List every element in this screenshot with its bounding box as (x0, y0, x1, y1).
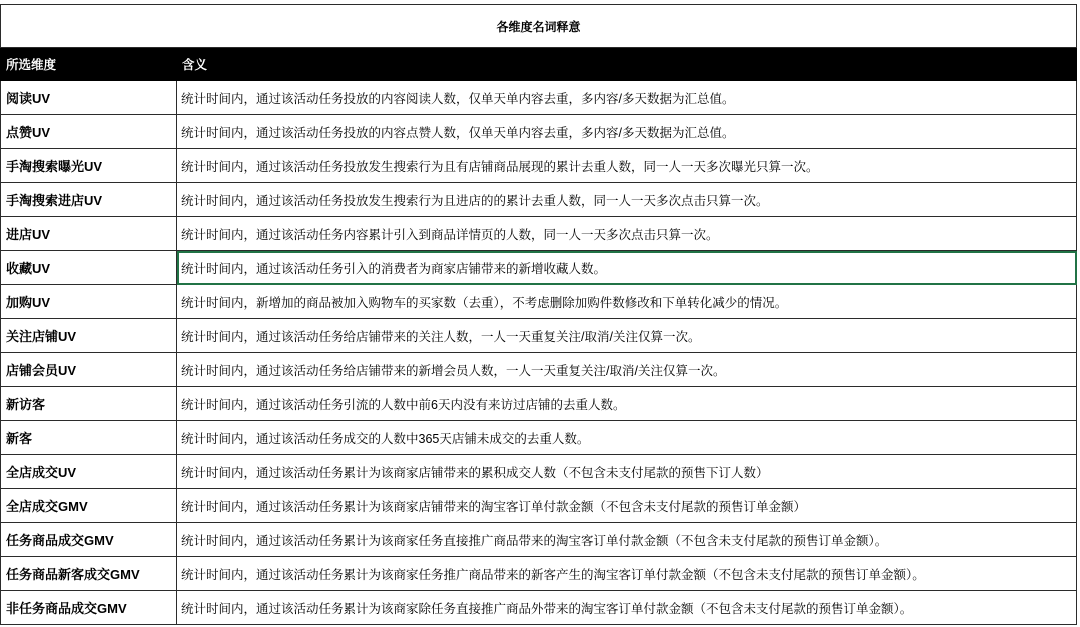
spreadsheet-grid (0, 4, 1076, 625)
dimension-cell[interactable]: 全店成交GMV (1, 489, 177, 523)
table-header-row (1, 48, 1077, 81)
dimension-cell[interactable]: 新访客 (1, 387, 177, 421)
meaning-cell[interactable]: 统计时间内，通过该活动任务累计为该商家除任务直接推广商品外带来的淘宝客订单付款金额（不包含未支付尾款的预售订单金额）。 (177, 591, 1077, 625)
dimension-cell[interactable]: 任务商品新客成交GMV (1, 557, 177, 591)
table-row (1, 149, 1077, 183)
header-cell-dimension[interactable]: 所选维度 (1, 48, 177, 81)
table-row (1, 455, 1077, 489)
table-row (1, 319, 1077, 353)
meaning-cell[interactable]: 统计时间内，通过该活动任务给店铺带来的新增会员人数，一人一天重复关注/取消/关注仅算一次。 (177, 353, 1077, 387)
dimension-cell[interactable]: 新客 (1, 421, 177, 455)
meaning-cell[interactable]: 统计时间内，新增加的商品被加入购物车的买家数（去重），不考虑删除加购件数修改和下单转化减少的情况。 (177, 285, 1077, 319)
table-row (1, 421, 1077, 455)
selected-meaning-cell[interactable]: 统计时间内，通过该活动任务引入的消费者为商家店铺带来的新增收藏人数。 (177, 251, 1077, 285)
meaning-cell[interactable]: 统计时间内，通过该活动任务投放发生搜索行为且有店铺商品展现的累计去重人数，同一人一天多次曝光只算一次。 (177, 149, 1077, 183)
dimension-cell[interactable]: 任务商品成交GMV (1, 523, 177, 557)
meaning-cell[interactable]: 统计时间内，通过该活动任务累计为该商家店铺带来的淘宝客订单付款金额（不包含未支付尾款的预售订单金额） (177, 489, 1077, 523)
table-row (1, 523, 1077, 557)
meaning-cell[interactable]: 统计时间内，通过该活动任务累计为该商家任务推广商品带来的新客产生的淘宝客订单付款金额（不包含未支付尾款的预售订单金额）。 (177, 557, 1077, 591)
header-cell-meaning[interactable]: 含义 (177, 48, 1077, 81)
dimension-cell[interactable]: 非任务商品成交GMV (1, 591, 177, 625)
dimension-cell[interactable]: 点赞UV (1, 115, 177, 149)
table-row (1, 251, 1077, 285)
table-row (1, 183, 1077, 217)
table-row (1, 115, 1077, 149)
table-row (1, 81, 1077, 115)
meaning-cell[interactable]: 统计时间内，通过该活动任务累计为该商家任务直接推广商品带来的淘宝客订单付款金额（不包含未支付尾款的预售订单金额）。 (177, 523, 1077, 557)
table-title-cell[interactable]: 各维度名词释意 (1, 5, 1077, 48)
meaning-cell[interactable]: 统计时间内，通过该活动任务投放发生搜索行为且进店的的累计去重人数，同一人一天多次点击只算一次。 (177, 183, 1077, 217)
table-row (1, 285, 1077, 319)
table-row (1, 387, 1077, 421)
table-title-row (1, 5, 1077, 48)
meaning-cell[interactable]: 统计时间内，通过该活动任务累计为该商家店铺带来的累积成交人数（不包含未支付尾款的预售下订人数） (177, 455, 1077, 489)
meaning-cell[interactable]: 统计时间内，通过该活动任务引流的人数中前6天内没有来访过店铺的去重人数。 (177, 387, 1077, 421)
dimension-cell[interactable]: 进店UV (1, 217, 177, 251)
meaning-cell[interactable]: 统计时间内，通过该活动任务投放的内容点赞人数，仅单天单内容去重，多内容/多天数据为汇总值。 (177, 115, 1077, 149)
table-row (1, 353, 1077, 387)
table-row (1, 591, 1077, 625)
dimension-cell[interactable]: 手淘搜索曝光UV (1, 149, 177, 183)
dimension-cell[interactable]: 阅读UV (1, 81, 177, 115)
table-row (1, 557, 1077, 591)
dimension-cell[interactable]: 全店成交UV (1, 455, 177, 489)
meaning-cell[interactable]: 统计时间内，通过该活动任务内容累计引入到商品详情页的人数，同一人一天多次点击只算一次。 (177, 217, 1077, 251)
table-row (1, 217, 1077, 251)
meaning-cell[interactable]: 统计时间内，通过该活动任务投放的内容阅读人数，仅单天单内容去重，多内容/多天数据为汇总值。 (177, 81, 1077, 115)
dimension-cell[interactable]: 收藏UV (1, 251, 177, 285)
meaning-cell[interactable]: 统计时间内，通过该活动任务给店铺带来的关注人数，一人一天重复关注/取消/关注仅算一次。 (177, 319, 1077, 353)
definitions-table (0, 4, 1077, 625)
dimension-cell[interactable]: 店铺会员UV (1, 353, 177, 387)
dimension-cell[interactable]: 关注店铺UV (1, 319, 177, 353)
dimension-cell[interactable]: 加购UV (1, 285, 177, 319)
meaning-cell[interactable]: 统计时间内，通过该活动任务成交的人数中365天店铺未成交的去重人数。 (177, 421, 1077, 455)
table-row (1, 489, 1077, 523)
dimension-cell[interactable]: 手淘搜索进店UV (1, 183, 177, 217)
